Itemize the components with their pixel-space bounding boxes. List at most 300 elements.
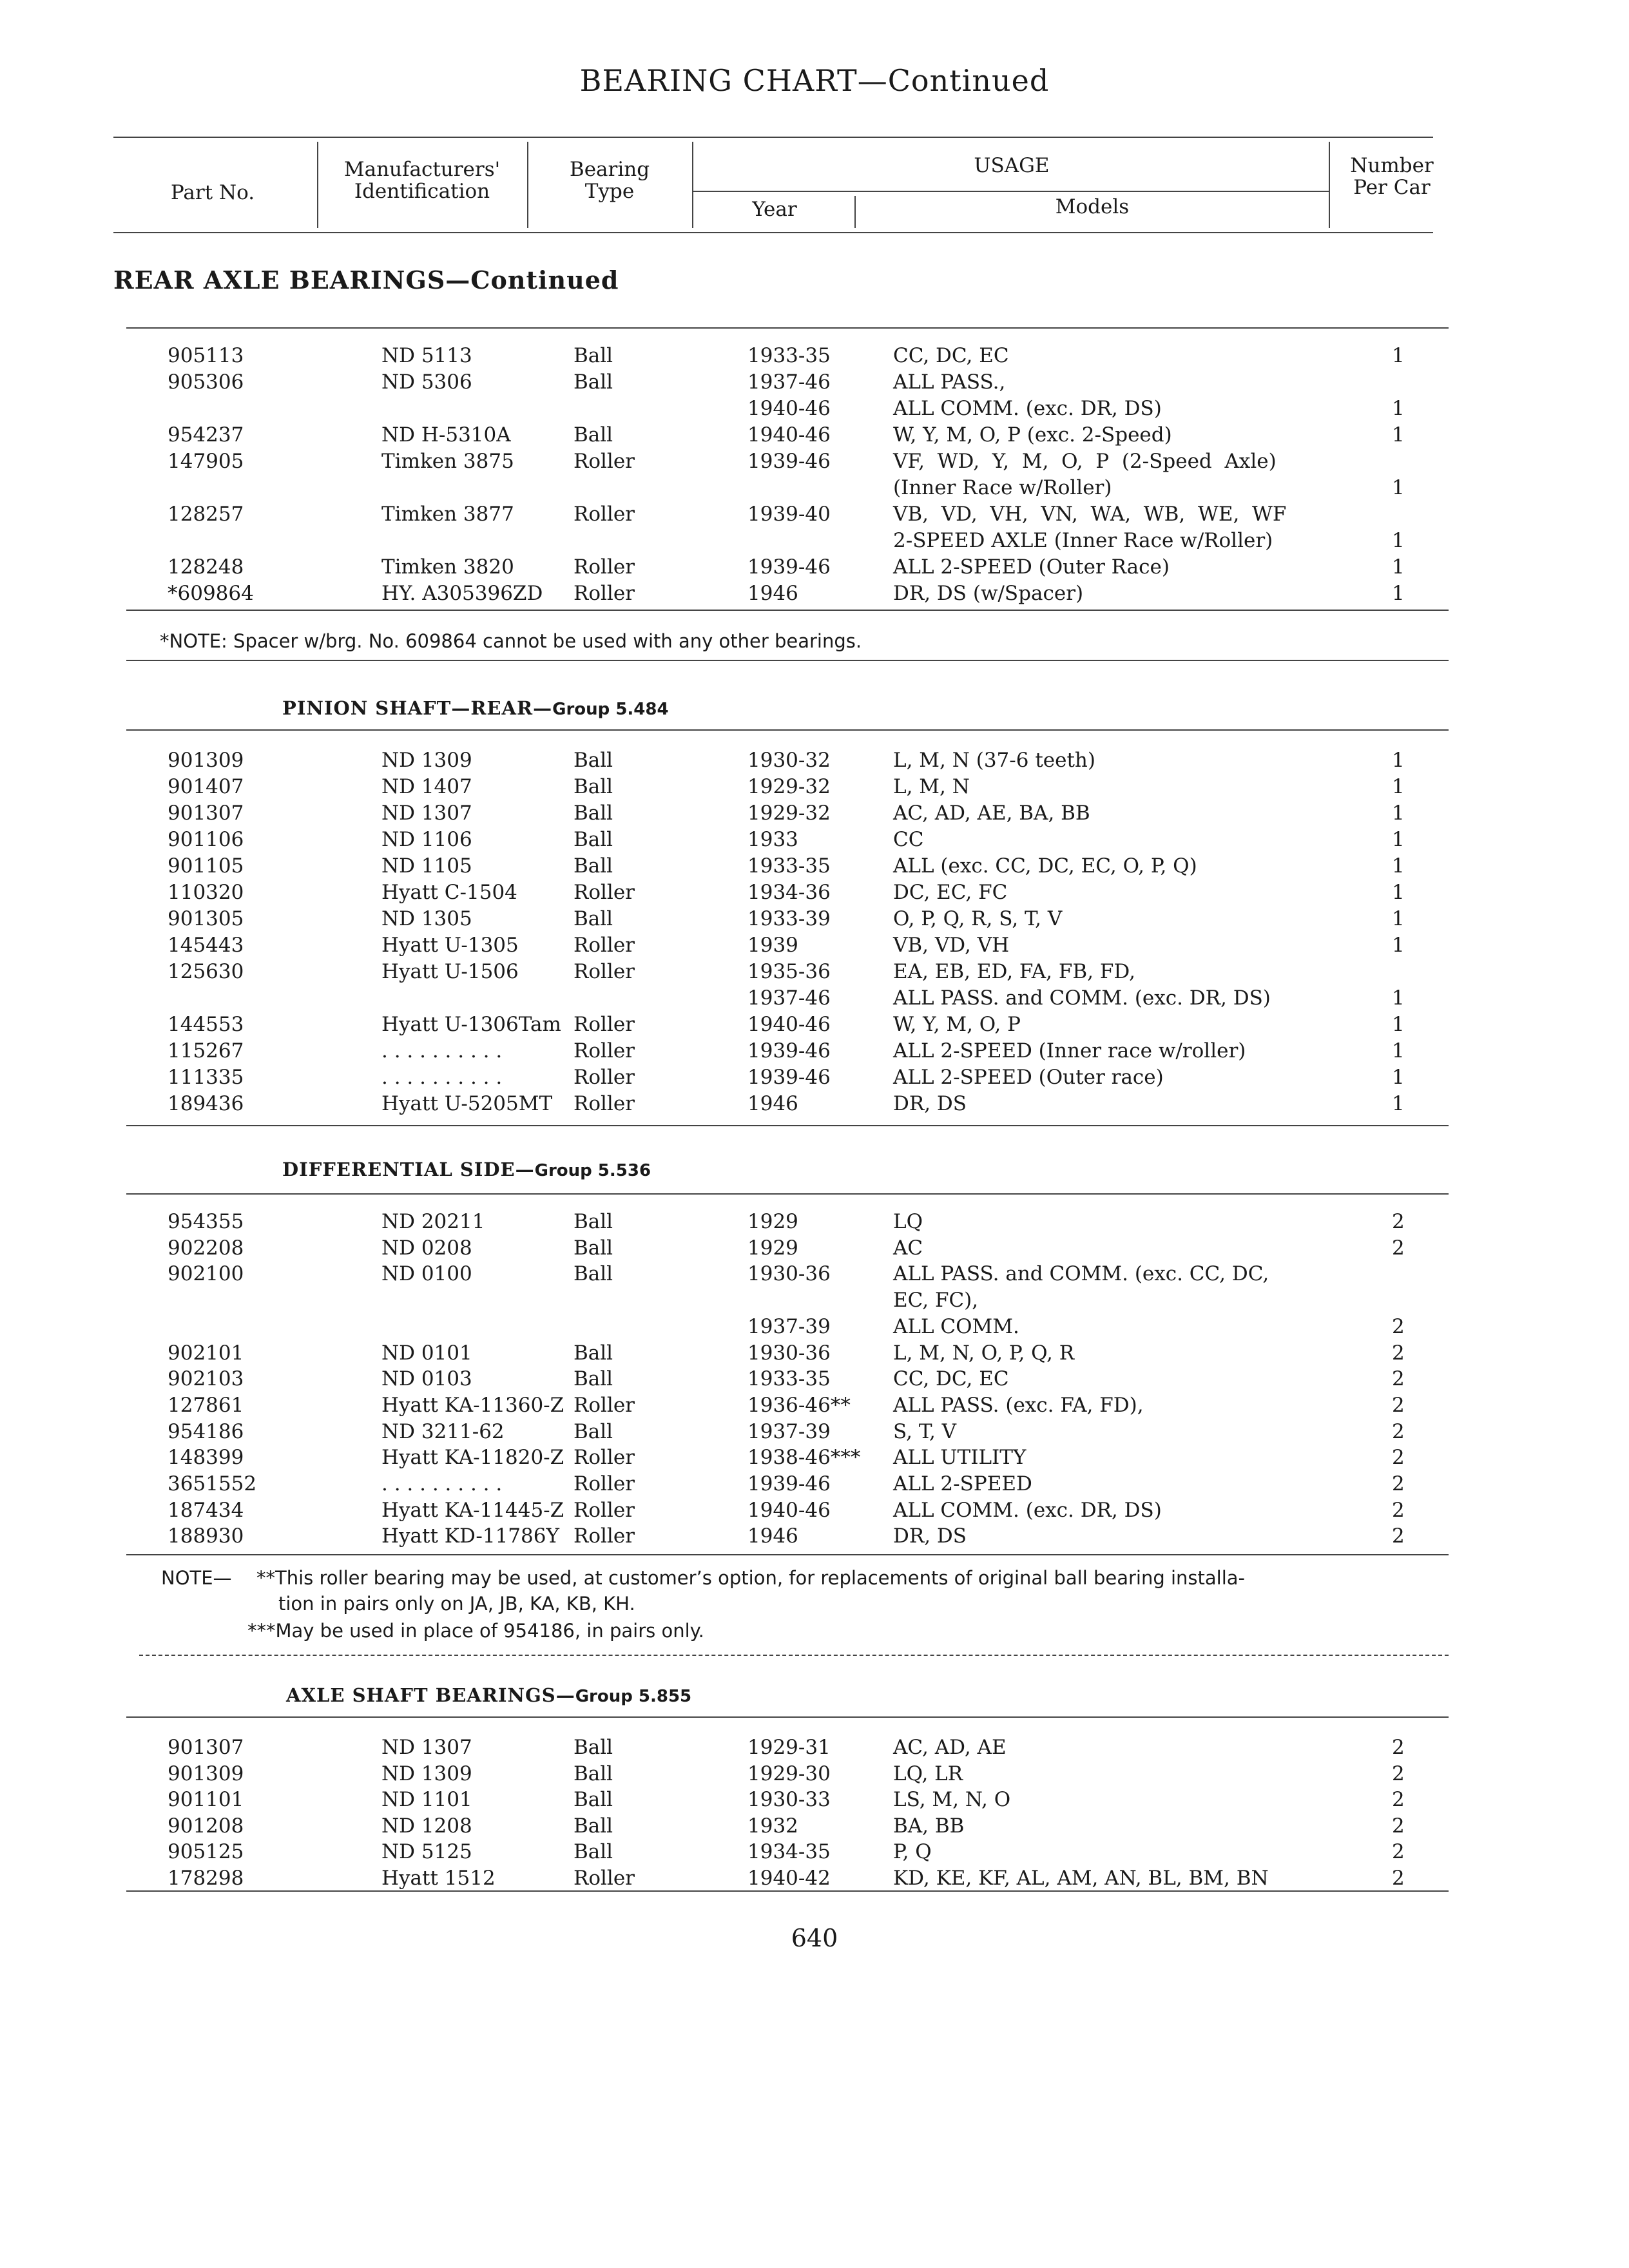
table-row (0, 1235, 1629, 1261)
models-cell: ALL PASS. (exc. FA, FD), (893, 1393, 1144, 1417)
number-per-car-cell: 2 (1392, 1341, 1405, 1365)
bearing-type-cell: Ball (574, 1762, 613, 1785)
year-cell: 1930-33 (747, 1788, 831, 1811)
header-divider (1329, 142, 1330, 228)
part-number-cell: 954186 (168, 1419, 244, 1443)
models-cell: VB, VD, VH, VN, WA, WB, WE, WF (893, 503, 1287, 526)
table-row (0, 1787, 1629, 1812)
differential-note-line: ***May be used in place of 954186, in pairs only. (247, 1620, 704, 1642)
table-row (0, 475, 1629, 501)
year-cell: 1929-30 (747, 1762, 831, 1785)
number-per-car-cell: 2 (1392, 1866, 1405, 1890)
models-cell: VB, VD, VH (893, 934, 1010, 957)
bearing-type-cell: Roller (574, 582, 635, 605)
section-title-axle-shaft: AXLE SHAFT BEARINGS—Group 5.855 (286, 1684, 692, 1706)
manufacturer-cell: Hyatt U-1506 (381, 960, 519, 983)
header-year: Year (752, 198, 797, 221)
year-cell: 1940-46 (747, 423, 831, 447)
number-per-car-cell: 1 (1392, 749, 1405, 772)
bearing-type-cell: Roller (574, 1092, 635, 1115)
bearing-type-cell: Ball (574, 749, 613, 772)
part-number-cell: 902101 (168, 1341, 244, 1365)
bearing-type-cell: Roller (574, 934, 635, 957)
models-cell: LS, M, N, O (893, 1788, 1011, 1811)
models-cell: ALL PASS. and COMM. (exc. CC, DC, (893, 1262, 1269, 1286)
table-row (0, 1261, 1629, 1287)
part-number-cell: 188930 (168, 1524, 244, 1548)
number-per-car-cell: 2 (1392, 1498, 1405, 1522)
header-number-per-car: Number Per Car (1350, 154, 1434, 199)
year-cell: 1933-35 (747, 854, 831, 878)
number-per-car-cell: 1 (1392, 1039, 1405, 1062)
part-number-cell: 145443 (168, 934, 244, 957)
header-part-no: Part No. (170, 181, 255, 204)
year-cell: 1940-46 (747, 397, 831, 420)
table-row (0, 1091, 1629, 1117)
table-row (0, 1523, 1629, 1549)
number-per-car-cell: 2 (1392, 1840, 1405, 1863)
year-cell: 1940-46 (747, 1013, 831, 1036)
header-models: Models (1055, 195, 1130, 218)
number-per-car-cell: 1 (1392, 582, 1405, 605)
year-cell: 1936-46** (747, 1393, 851, 1417)
bearing-type-cell: Ball (574, 1210, 613, 1233)
table-row (0, 1865, 1629, 1891)
bearing-type-cell: Ball (574, 854, 613, 878)
part-number-cell: 127861 (168, 1393, 244, 1417)
number-per-car-cell: 1 (1392, 1013, 1405, 1036)
number-per-car-cell: 2 (1392, 1762, 1405, 1785)
table-row (0, 396, 1629, 421)
number-per-car-cell: 2 (1392, 1393, 1405, 1417)
bearing-type-cell: Roller (574, 1498, 635, 1522)
table-row (0, 1012, 1629, 1037)
models-cell: ALL UTILITY (893, 1446, 1027, 1470)
table-row (0, 1038, 1629, 1064)
differential-note-line: tion in pairs only on JA, JB, KA, KB, KH. (278, 1593, 635, 1615)
table-row (0, 879, 1629, 905)
number-per-car-cell: 1 (1392, 934, 1405, 957)
part-number-cell: 902103 (168, 1367, 244, 1391)
year-cell: 1929-32 (747, 802, 831, 825)
manufacturer-cell: Hyatt C-1504 (381, 881, 517, 904)
number-per-car-cell: 2 (1392, 1314, 1405, 1338)
header-divider (317, 142, 318, 228)
models-cell: W, Y, M, O, P (exc. 2-Speed) (893, 423, 1172, 447)
bearing-type-cell: Ball (574, 1419, 613, 1443)
manufacturer-cell: ND 1307 (381, 1736, 472, 1759)
table-row (0, 774, 1629, 800)
page-title: BEARING CHART—Continued (579, 63, 1050, 98)
manufacturer-cell: Hyatt U-1305 (381, 934, 519, 957)
manufacturer-cell: ND 1309 (381, 749, 472, 772)
section-title-differential: DIFFERENTIAL SIDE—Group 5.536 (282, 1158, 651, 1180)
bearing-type-cell: Ball (574, 370, 613, 394)
bearing-type-cell: Roller (574, 503, 635, 526)
year-cell: 1929 (747, 1210, 798, 1233)
models-cell: KD, KE, KF, AL, AM, AN, BL, BM, BN (893, 1866, 1269, 1890)
table-row (0, 369, 1629, 395)
models-cell: L, M, N (893, 775, 970, 798)
year-cell: 1937-39 (747, 1419, 831, 1443)
table-row (0, 1314, 1629, 1340)
bearing-type-cell: Roller (574, 1866, 635, 1890)
number-per-car-cell: 1 (1392, 529, 1405, 552)
manufacturer-cell: Hyatt KA-11445-Z (381, 1498, 564, 1522)
models-cell: AC, AD, AE (893, 1736, 1007, 1759)
number-per-car-cell: 1 (1392, 802, 1405, 825)
models-cell: VF, WD, Y, M, O, P (2-Speed Axle) (893, 450, 1277, 473)
part-number-cell: 901309 (168, 749, 244, 772)
bearing-type-cell: Ball (574, 1814, 613, 1838)
bearing-type-cell: Ball (574, 423, 613, 447)
models-cell: ALL PASS. and COMM. (exc. DR, DS) (893, 986, 1271, 1010)
models-cell: EA, EB, ED, FA, FB, FD, (893, 960, 1135, 983)
models-cell: ALL (exc. CC, DC, EC, O, P, Q) (893, 854, 1197, 878)
table-row (0, 1735, 1629, 1760)
manufacturer-cell: ND 5306 (381, 370, 472, 394)
year-cell: 1935-36 (747, 960, 831, 983)
bearing-type-cell: Ball (574, 1236, 613, 1260)
table-row (0, 448, 1629, 474)
bearing-type-cell: Roller (574, 1066, 635, 1089)
table-row (0, 1419, 1629, 1445)
models-cell: 2-SPEED AXLE (Inner Race w/Roller) (893, 529, 1273, 552)
number-per-car-cell: 2 (1392, 1472, 1405, 1495)
manufacturer-cell: Timken 3877 (381, 503, 514, 526)
section-rule (126, 1890, 1449, 1892)
manufacturer-cell: ND 1101 (381, 1788, 472, 1811)
table-row (0, 1839, 1629, 1865)
table-row (0, 422, 1629, 448)
year-cell: 1939-40 (747, 503, 831, 526)
usage-rule (692, 191, 1330, 192)
year-cell: 1933-35 (747, 1367, 831, 1391)
year-cell: 1930-36 (747, 1262, 831, 1286)
table-row (0, 853, 1629, 879)
part-number-cell: 178298 (168, 1866, 244, 1890)
models-cell: AC, AD, AE, BA, BB (893, 802, 1090, 825)
table-row (0, 906, 1629, 932)
table-row (0, 1064, 1629, 1090)
section-rule (126, 660, 1449, 661)
models-cell: ALL COMM. (893, 1314, 1019, 1338)
table-row (0, 985, 1629, 1011)
part-number-cell: 110320 (168, 881, 244, 904)
manufacturer-cell: ND H-5310A (381, 423, 511, 447)
table-row (0, 1497, 1629, 1523)
table-row (0, 1445, 1629, 1470)
section-title-rear-axle: REAR AXLE BEARINGS—Continued (113, 265, 619, 294)
part-number-cell: 189436 (168, 1092, 244, 1115)
models-cell: ALL COMM. (exc. DR, DS) (893, 397, 1162, 420)
manufacturer-cell: Hyatt 1512 (381, 1866, 496, 1890)
part-number-cell: 144553 (168, 1013, 244, 1036)
models-cell: LQ (893, 1210, 923, 1233)
header-divider (692, 142, 693, 228)
part-number-cell: 3651552 (168, 1472, 257, 1495)
bearing-type-cell: Ball (574, 1736, 613, 1759)
part-number-cell: 954237 (168, 423, 244, 447)
manufacturer-cell: ND 0103 (381, 1367, 472, 1391)
year-cell: 1930-36 (747, 1341, 831, 1365)
table-row (0, 1287, 1629, 1313)
section-rule (126, 1554, 1449, 1555)
manufacturer-cell: ND 1106 (381, 828, 472, 851)
rear-axle-note: *NOTE: Spacer w/brg. No. 609864 cannot be used with any other bearings. (160, 630, 862, 652)
manufacturer-cell: Hyatt U-5205MT (381, 1092, 553, 1115)
models-cell: LQ, LR (893, 1762, 963, 1785)
part-number-cell: 901307 (168, 1736, 244, 1759)
bearing-type-cell: Roller (574, 1524, 635, 1548)
number-per-car-cell: 1 (1392, 1092, 1405, 1115)
part-number-cell: 902208 (168, 1236, 244, 1260)
number-per-car-cell: 2 (1392, 1446, 1405, 1470)
bearing-type-cell: Ball (574, 802, 613, 825)
part-number-cell: 954355 (168, 1210, 244, 1233)
header-divider (527, 142, 528, 228)
number-per-car-cell: 1 (1392, 881, 1405, 904)
year-cell: 1939 (747, 934, 798, 957)
bearing-type-cell: Ball (574, 1788, 613, 1811)
table-row (0, 1340, 1629, 1366)
number-per-car-cell: 1 (1392, 986, 1405, 1010)
number-per-car-cell: 1 (1392, 423, 1405, 447)
models-cell: DR, DS (893, 1524, 967, 1548)
manufacturer-cell: Hyatt KA-11360-Z (381, 1393, 564, 1417)
part-number-cell: 111335 (168, 1066, 244, 1089)
bearing-type-cell: Ball (574, 828, 613, 851)
manufacturer-cell: ND 5113 (381, 344, 472, 367)
models-cell: ALL PASS., (893, 370, 1006, 394)
models-cell: AC (893, 1236, 923, 1260)
header-top-rule (113, 137, 1433, 138)
manufacturer-cell: ND 1407 (381, 775, 472, 798)
year-cell: 1929-32 (747, 775, 831, 798)
year-cell: 1933 (747, 828, 798, 851)
table-row (0, 932, 1629, 958)
part-number-cell: 901309 (168, 1762, 244, 1785)
models-cell: CC (893, 828, 924, 851)
models-cell: ALL 2-SPEED (Outer race) (893, 1066, 1164, 1089)
header-bearing-type: Bearing Type (569, 158, 650, 203)
models-cell: ALL COMM. (exc. DR, DS) (893, 1498, 1162, 1522)
year-cell: 1934-35 (747, 1840, 831, 1863)
part-number-cell: 147905 (168, 450, 244, 473)
number-per-car-cell: 2 (1392, 1210, 1405, 1233)
table-row (0, 1471, 1629, 1497)
models-cell: ALL 2-SPEED (Inner race w/roller) (893, 1039, 1246, 1062)
differential-note-label: NOTE— (161, 1567, 232, 1589)
number-per-car-cell: 1 (1392, 476, 1405, 499)
part-number-cell: 901105 (168, 854, 244, 878)
bearing-type-cell: Roller (574, 1446, 635, 1470)
section-rule (126, 327, 1449, 329)
section-rule (126, 1125, 1449, 1126)
part-number-cell: 901208 (168, 1814, 244, 1838)
manufacturer-cell: Timken 3875 (381, 450, 514, 473)
models-cell: L, M, N, O, P, Q, R (893, 1341, 1075, 1365)
table-row (0, 1392, 1629, 1418)
manufacturer-cell: HY. A305396ZD (381, 582, 543, 605)
bearing-type-cell: Ball (574, 1367, 613, 1391)
part-number-cell: 901305 (168, 907, 244, 930)
manufacturer-cell: ND 1309 (381, 1762, 472, 1785)
header-usage: USAGE (974, 154, 1050, 177)
header-divider (854, 196, 856, 228)
table-row (0, 747, 1629, 773)
table-row (0, 1209, 1629, 1235)
part-number-cell: 128257 (168, 503, 244, 526)
models-cell: ALL 2-SPEED (Outer Race) (893, 555, 1170, 579)
manufacturer-cell: Hyatt KA-11820-Z (381, 1446, 564, 1470)
year-cell: 1937-46 (747, 370, 831, 394)
year-cell: 1934-36 (747, 881, 831, 904)
bearing-type-cell: Roller (574, 1039, 635, 1062)
part-number-cell: 901101 (168, 1788, 244, 1811)
manufacturer-cell: ND 1208 (381, 1814, 472, 1838)
manufacturer-cell: Hyatt U-1306Tam (381, 1013, 561, 1036)
part-number-cell: 187434 (168, 1498, 244, 1522)
number-per-car-cell: 1 (1392, 555, 1405, 579)
manufacturer-cell: ND 1307 (381, 802, 472, 825)
year-cell: 1932 (747, 1814, 798, 1838)
bearing-type-cell: Roller (574, 881, 635, 904)
year-cell: 1929-31 (747, 1736, 831, 1759)
manufacturer-cell: ND 1105 (381, 854, 472, 878)
bearing-type-cell: Ball (574, 775, 613, 798)
manufacturer-cell: . . . . . . . . . . (381, 1039, 503, 1062)
bearing-type-cell: Roller (574, 555, 635, 579)
bearing-type-cell: Ball (574, 1840, 613, 1863)
models-cell: O, P, Q, R, S, T, V (893, 907, 1063, 930)
bearing-type-cell: Roller (574, 1013, 635, 1036)
models-cell: DR, DS (w/Spacer) (893, 582, 1084, 605)
manufacturer-cell: . . . . . . . . . . (381, 1066, 503, 1089)
number-per-car-cell: 1 (1392, 775, 1405, 798)
manufacturer-cell: ND 0101 (381, 1341, 472, 1365)
manufacturer-cell: ND 20211 (381, 1210, 485, 1233)
table-row (0, 528, 1629, 553)
number-per-car-cell: 2 (1392, 1367, 1405, 1391)
table-row (0, 501, 1629, 527)
year-cell: 1937-39 (747, 1314, 831, 1338)
models-cell: DC, EC, FC (893, 881, 1008, 904)
year-cell: 1933-35 (747, 344, 831, 367)
section-rule (126, 1716, 1449, 1718)
number-per-car-cell: 1 (1392, 828, 1405, 851)
manufacturer-cell: ND 1305 (381, 907, 472, 930)
manufacturer-cell: ND 0208 (381, 1236, 472, 1260)
part-number-cell: *609864 (168, 582, 254, 605)
differential-note-line: **This roller bearing may be used, at customer’s option, for replacements of original ball bearing installa- (256, 1567, 1246, 1589)
number-per-car-cell: 2 (1392, 1814, 1405, 1838)
number-per-car-cell: 1 (1392, 1066, 1405, 1089)
part-number-cell: 115267 (168, 1039, 244, 1062)
bearing-type-cell: Ball (574, 1341, 613, 1365)
part-number-cell: 901106 (168, 828, 244, 851)
year-cell: 1940-42 (747, 1866, 831, 1890)
table-row (0, 343, 1629, 369)
models-cell: (Inner Race w/Roller) (893, 476, 1112, 499)
bearing-type-cell: Ball (574, 907, 613, 930)
number-per-car-cell: 1 (1392, 344, 1405, 367)
year-cell: 1946 (747, 1524, 798, 1548)
part-number-cell: 905113 (168, 344, 244, 367)
number-per-car-cell: 1 (1392, 397, 1405, 420)
part-number-cell: 148399 (168, 1446, 244, 1470)
bearing-type-cell: Ball (574, 1262, 613, 1286)
table-row (0, 1366, 1629, 1392)
part-number-cell: 905125 (168, 1840, 244, 1863)
bearing-type-cell: Roller (574, 1472, 635, 1495)
table-row (0, 800, 1629, 826)
bearing-type-cell: Roller (574, 450, 635, 473)
models-cell: ALL 2-SPEED (893, 1472, 1032, 1495)
header-manufacturer: Manufacturers' Identification (343, 158, 501, 203)
number-per-car-cell: 2 (1392, 1419, 1405, 1443)
number-per-car-cell: 2 (1392, 1524, 1405, 1548)
models-cell: CC, DC, EC (893, 344, 1009, 367)
table-row (0, 581, 1629, 606)
year-cell: 1939-46 (747, 1066, 831, 1089)
page-number: 640 (791, 1924, 838, 1952)
table-row (0, 1813, 1629, 1839)
number-per-car-cell: 1 (1392, 907, 1405, 930)
table-row (0, 1761, 1629, 1787)
section-rule (139, 1655, 1449, 1656)
section-rule (126, 1193, 1449, 1195)
manufacturer-cell: ND 0100 (381, 1262, 472, 1286)
table-row (0, 827, 1629, 852)
part-number-cell: 902100 (168, 1262, 244, 1286)
section-rule (126, 729, 1449, 731)
number-per-car-cell: 2 (1392, 1236, 1405, 1260)
manufacturer-cell: ND 5125 (381, 1840, 472, 1863)
part-number-cell: 901407 (168, 775, 244, 798)
models-cell: S, T, V (893, 1419, 957, 1443)
year-cell: 1939-46 (747, 1039, 831, 1062)
bearing-type-cell: Ball (574, 344, 613, 367)
year-cell: 1929 (747, 1236, 798, 1260)
year-cell: 1940-46 (747, 1498, 831, 1522)
part-number-cell: 125630 (168, 960, 244, 983)
table-row (0, 554, 1629, 580)
manufacturer-cell: Hyatt KD-11786Y (381, 1524, 559, 1548)
manufacturer-cell: ND 3211-62 (381, 1419, 505, 1443)
year-cell: 1946 (747, 582, 798, 605)
year-cell: 1939-46 (747, 555, 831, 579)
manufacturer-cell: . . . . . . . . . . (381, 1472, 503, 1495)
year-cell: 1939-46 (747, 450, 831, 473)
models-cell: CC, DC, EC (893, 1367, 1009, 1391)
number-per-car-cell: 2 (1392, 1736, 1405, 1759)
models-cell: EC, FC), (893, 1289, 979, 1312)
models-cell: L, M, N (37-6 teeth) (893, 749, 1095, 772)
table-row (0, 959, 1629, 985)
year-cell: 1946 (747, 1092, 798, 1115)
year-cell: 1933-39 (747, 907, 831, 930)
section-title-pinion-shaft: PINION SHAFT—REAR—Group 5.484 (282, 697, 669, 719)
header-bottom-rule (113, 232, 1433, 233)
bearing-type-cell: Roller (574, 960, 635, 983)
part-number-cell: 901307 (168, 802, 244, 825)
year-cell: 1939-46 (747, 1472, 831, 1495)
models-cell: BA, BB (893, 1814, 965, 1838)
number-per-car-cell: 2 (1392, 1788, 1405, 1811)
models-cell: W, Y, M, O, P (893, 1013, 1021, 1036)
models-cell: P, Q (893, 1840, 932, 1863)
